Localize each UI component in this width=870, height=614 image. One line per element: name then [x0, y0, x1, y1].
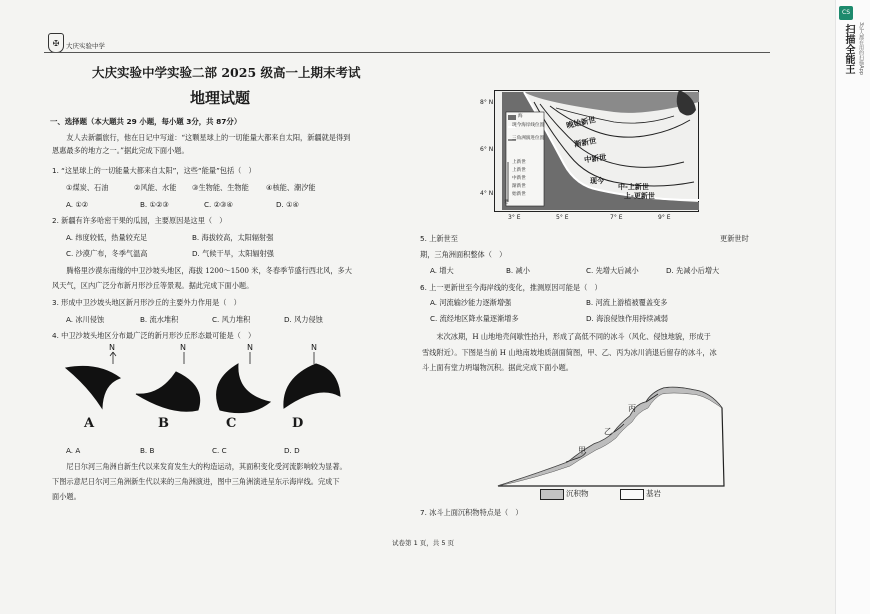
passage-1-line-1: 友人去新疆旅行，他在日记中写道：“这颗星球上的一切能量大都来自太阳，新疆就是得到	[52, 133, 351, 142]
question-3-option[interactable]: B. 流水堆积	[140, 315, 179, 324]
question-6-option[interactable]: D. 海浪侵蚀作用持续减弱	[586, 314, 668, 323]
map-legend-bottom: 老	[504, 200, 509, 205]
cirque-label-yi: 乙	[604, 427, 612, 436]
question-5-option[interactable]: C. 先增大后减小	[586, 266, 639, 275]
dune-north-label: N	[180, 343, 186, 352]
question-2-option[interactable]: B. 海拔较高，太阳辐射强	[192, 233, 274, 242]
question-2-option[interactable]: D. 气候干旱，太阳辐射强	[192, 249, 274, 258]
legend-sediment-label: 沉积物	[566, 489, 589, 498]
map-legend-item: 始新世	[512, 192, 526, 197]
question-5: 期，三角洲面积整体（ ）	[420, 250, 507, 259]
passage-2-line-1: 腾格里沙漠东南缘的中卫沙坡头地区，海拔 1200～1500 米，冬春季节盛行西北风，多大	[52, 266, 352, 275]
dune-b-shape	[136, 372, 200, 411]
map-curve-label: 中新世	[583, 152, 608, 165]
question-1-option[interactable]: C. ②③④	[204, 200, 233, 209]
question-2-option[interactable]: A. 纬度较低，热量较充足	[66, 233, 148, 242]
question-4-option[interactable]: D. D	[284, 446, 300, 455]
cirque-label-jia: 甲	[578, 446, 586, 455]
map-legend-item: 上新世	[512, 168, 526, 173]
passage-3-line-1: 尼日尔河三角洲自新生代以来发育发生大的构造运动，其面积变化受河流影响较为显著。	[52, 462, 347, 471]
dune-north-label: N	[109, 343, 115, 352]
mountain-profile-diagram	[496, 382, 726, 492]
question-3-option[interactable]: A. 冰川侵蚀	[66, 315, 105, 324]
passage-3-line-2: 下图示意尼日尔河三角洲新生代以来的三角洲演进，图中三角洲演进呈东示海岸线。完成下	[52, 477, 340, 486]
map-legend-item: 海	[518, 114, 523, 119]
question-2: 2. 新疆有许多哈密干果的瓜园，主要原因是这里（ ）	[52, 216, 227, 225]
passage-4-line-1: 末次冰期，H 山地地壳间歇性抬升，形成了高低不同的冰斗（风化、侵蚀地貌，形成于	[422, 332, 711, 341]
dune-c-shape	[217, 364, 270, 413]
question-4-option[interactable]: C. C	[212, 446, 227, 455]
passage-1-line-2: 恩惠最多的地方之一。”据此完成下面小题。	[52, 146, 189, 155]
map-legend-item: 中新世	[512, 176, 526, 181]
map-curve-label: 晚始新世	[565, 114, 597, 131]
page-footer: 试卷第 1 页，共 5 页	[392, 539, 455, 547]
map-lon-label: 9° E	[658, 214, 671, 221]
cs-badge: CS	[839, 6, 853, 20]
question-4-option[interactable]: A. A	[66, 446, 81, 455]
question-1: 1. “这星球上的一切能量大都来自太阳”，这些“能量”包括（ ）	[52, 166, 256, 175]
map-curve-label: 渐新世	[573, 136, 598, 149]
question-1-item: ②风能、水能	[134, 183, 177, 192]
dune-d-shape	[284, 364, 340, 408]
passage-3-line-3: 面小题。	[52, 492, 81, 501]
question-5-option[interactable]: D. 先减小后增大	[666, 266, 720, 275]
legend-sediment-swatch	[540, 489, 564, 500]
legend-bedrock-label: 基岩	[646, 489, 661, 498]
map-curve-label: 上-更新世	[624, 192, 655, 200]
question-6: 6. 上一更新世至今海岸线的变化，推测原因可能是（ ）	[420, 283, 602, 292]
scanner-app-subtitle: 3亿人都在用的扫描App	[858, 22, 864, 75]
scanner-app-name: 扫描全能王	[843, 24, 854, 74]
question-5: 5. 上新世至	[420, 234, 458, 243]
question-1-option[interactable]: B. ①②③	[140, 200, 169, 209]
question-4-option[interactable]: B. B	[140, 446, 155, 455]
question-5-option[interactable]: A. 增大	[430, 266, 454, 275]
question-7: 7. 冰斗上面沉积物特点是（ ）	[420, 508, 523, 517]
section-heading: 一、选择题（本大题共 29 小题，每小题 3分，共 87分）	[50, 117, 242, 126]
question-1-option[interactable]: A. ①②	[66, 200, 89, 209]
dune-shapes-figure	[58, 350, 348, 420]
map-lat-label: 4° N	[480, 190, 494, 197]
subject-title: 地理试题	[190, 89, 251, 107]
dune-north-label: N	[311, 343, 317, 352]
school-logo-icon: ✠	[48, 33, 64, 53]
scanner-watermark-strip	[835, 0, 870, 614]
header-rule	[44, 52, 770, 53]
question-6-option[interactable]: A. 河流输沙能力逐渐增强	[430, 298, 512, 307]
question-3-option[interactable]: C. 风力堆积	[212, 315, 251, 324]
question-6-option[interactable]: C. 流经地区降水量逐渐增多	[430, 314, 519, 323]
map-lat-label: 8° N	[480, 99, 494, 106]
map-lat-label: 6° N	[480, 146, 494, 153]
map-legend-item: 现今海岸线位置	[512, 123, 545, 128]
dune-label-b: B	[158, 416, 169, 431]
cirque-label-bing: 丙	[628, 404, 636, 413]
map-lon-label: 7° E	[610, 214, 623, 221]
question-3-option[interactable]: D. 风力侵蚀	[284, 315, 323, 324]
map-lon-label: 3° E	[508, 214, 521, 221]
map-curve-label: 中-上新世	[618, 183, 649, 191]
question-1-item: ③生物能、生物能	[192, 183, 249, 192]
dune-label-d: D	[292, 416, 304, 431]
question-6-option[interactable]: B. 河流上游植被覆盖变多	[586, 298, 668, 307]
map-legend-item: 渐新世	[512, 184, 526, 189]
map-legend-item: 三角洲演进位置	[512, 136, 545, 141]
dune-a-shape	[66, 366, 120, 408]
passage-4-line-2: 雪线附近）。下图是当前 H 山地南坡地质剖面简图，甲、乙、丙为冰川消退后留存的冰斗，冰	[422, 348, 717, 357]
dune-label-a: A	[84, 416, 95, 431]
map-lon-label: 5° E	[556, 214, 569, 221]
map-legend-item: 上新世	[512, 160, 526, 165]
school-name-small: 大庆实验中学	[66, 42, 105, 50]
niger-delta-map	[494, 90, 714, 212]
passage-2-line-2: 风天气，区内广泛分布新月形沙丘等景观。据此完成下面小题。	[52, 281, 254, 290]
question-1-item: ④核能、潮汐能	[266, 183, 316, 192]
question-2-option[interactable]: C. 沙漠广布，冬季气温高	[66, 249, 148, 258]
question-1-item: ①煤炭、石油	[66, 183, 109, 192]
dune-label-c: C	[226, 416, 237, 431]
question-5: 更新世时	[720, 234, 749, 243]
question-4: 4. 中卫沙坡头地区分布最广泛的新月形沙丘形态最可能是（ ）	[52, 331, 256, 340]
legend-bedrock-swatch	[620, 489, 644, 500]
question-3: 3. 形成中卫沙坡头地区新月形沙丘的主要外力作用是（ ）	[52, 298, 241, 307]
dune-north-label: N	[247, 343, 253, 352]
question-5-option[interactable]: B. 减小	[506, 266, 530, 275]
passage-4-line-3: 斗上面有堂力坍塌物沉积。据此完成下面小题。	[422, 363, 573, 372]
exam-title: 大庆实验中学实验二部 2025 级高一上期末考试	[92, 65, 361, 80]
map-curve-label: 现今	[590, 177, 604, 185]
question-1-option[interactable]: D. ①④	[276, 200, 299, 209]
